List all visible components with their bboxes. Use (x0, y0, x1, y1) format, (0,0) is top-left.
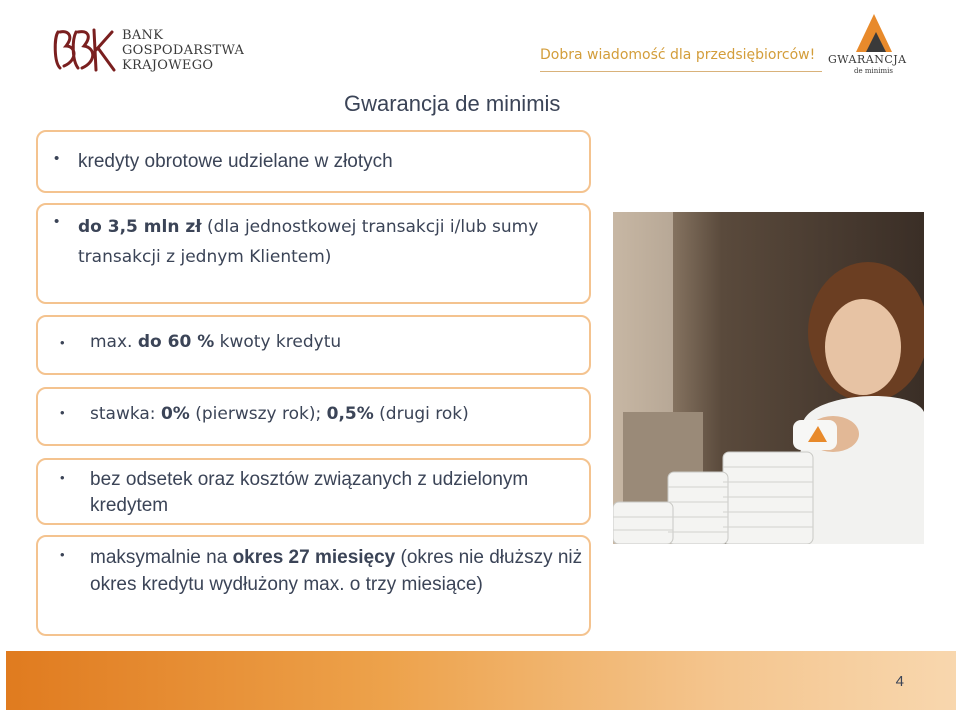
info-strong-2: 0,5% (326, 404, 374, 424)
info-text (90, 544, 585, 598)
info-rest: (okres nie dłuższy niż okres kredytu wydłużony max. o trzy miesiące) (90, 547, 583, 595)
cafe-photo (613, 212, 924, 544)
info-text (78, 212, 578, 272)
info-box-4 (36, 387, 591, 446)
bullet-icon: • (60, 547, 65, 562)
info-pre: max. (90, 332, 138, 352)
gwarancja-logo-sub: de minimis (854, 67, 893, 75)
gwarancja-logo-name: GWARANCJA (828, 53, 907, 66)
info-box-6 (36, 535, 591, 636)
info-rest: (dla jednostkowej transakcji i/lub sumy transakcji z jednym Klientem) (78, 217, 539, 267)
header-divider (540, 71, 822, 72)
bgk-monogram-icon (52, 26, 118, 74)
bullet-icon: • (54, 150, 60, 167)
info-mid: (pierwszy rok); (189, 404, 327, 424)
info-text: kredyty obrotowe udzielane w złotych (78, 151, 393, 172)
mountain-logo-icon (852, 12, 896, 52)
info-text: bez odsetek oraz kosztów związanych z udzielonym kredytem (90, 469, 529, 516)
gwarancja-logo (826, 12, 916, 78)
info-box-3 (36, 315, 591, 375)
info-strong: do 60 % (137, 332, 215, 352)
bullet-icon: • (54, 213, 60, 230)
bgk-logo (52, 26, 252, 76)
info-box-5 (36, 458, 591, 525)
bullet-icon: • (60, 335, 65, 350)
bullet-icon: • (60, 470, 65, 485)
info-strong: okres 27 miesięcy (232, 547, 396, 568)
bgk-line-1: BANK (122, 28, 164, 43)
info-text (90, 404, 469, 424)
bgk-logo-text (122, 28, 244, 73)
bgk-line-2: GOSPODARSTWA (122, 43, 245, 58)
info-rest: (drugi rok) (373, 404, 469, 424)
info-rest: kwoty kredytu (214, 332, 342, 352)
info-strong-1: 0% (160, 404, 190, 424)
info-strong: do 3,5 mln zł (78, 217, 202, 237)
bgk-line-3: KRAJOWEGO (122, 58, 214, 73)
bullet-icon: • (60, 405, 65, 420)
info-pre: stawka: (90, 404, 161, 424)
info-box-1 (36, 130, 591, 193)
footer-bar (6, 651, 956, 710)
info-box-2 (36, 203, 591, 304)
page-number: 4 (895, 673, 904, 690)
info-text (90, 332, 341, 352)
page-title: Gwarancja de minimis (344, 91, 561, 116)
info-pre: maksymalnie na (90, 547, 233, 568)
tagline: Dobra wiadomość dla przedsiębiorców! (540, 47, 816, 63)
